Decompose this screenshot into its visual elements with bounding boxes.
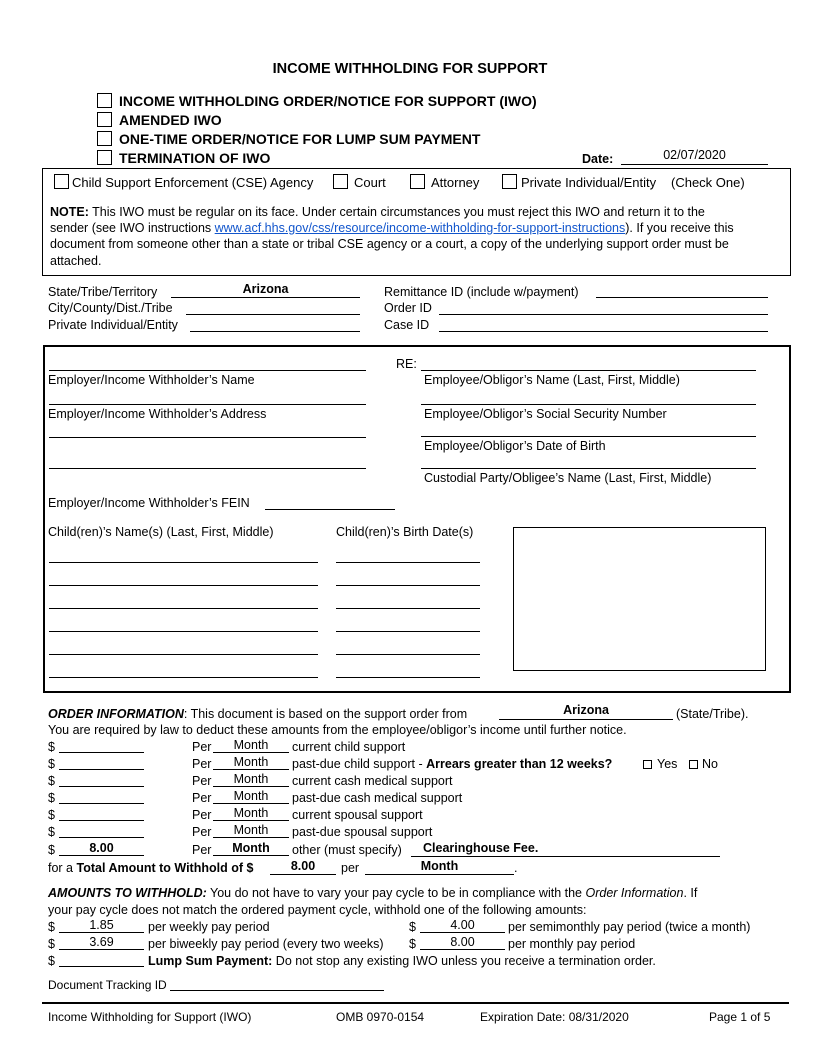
lump-sum-text: Lump Sum Payment: Do not stop any existing IWO unless you receive a termination order. xyxy=(148,954,656,968)
employee-ssn-field[interactable] xyxy=(421,404,756,405)
withhold-line-2: your pay cycle does not match the ordered payment cycle, withhold one of the following amounts: xyxy=(48,903,587,917)
custodial-party-label: Custodial Party/Obligee’s Name (Last, First, Middle) xyxy=(424,471,712,485)
per-label: Per xyxy=(192,774,212,788)
period-field[interactable]: Month xyxy=(233,738,269,752)
monthly-dollar: $ xyxy=(409,937,416,951)
employer-address-label: Employer/Income Withholder’s Address xyxy=(48,407,267,421)
children-dob-label: Child(ren)’s Birth Date(s) xyxy=(336,525,474,539)
dollar-sign: $ xyxy=(48,774,55,788)
child-dob-field[interactable] xyxy=(336,608,480,609)
row-description: past-due cash medical support xyxy=(292,791,463,805)
tracking-id-label: Document Tracking ID xyxy=(48,978,167,992)
child-dob-field[interactable] xyxy=(336,677,480,678)
dollar-sign: $ xyxy=(48,791,55,805)
court-checkbox[interactable] xyxy=(333,174,348,189)
other-specify-value[interactable]: Clearinghouse Fee. xyxy=(423,841,539,855)
dollar-sign: $ xyxy=(48,825,55,839)
employer-address-field-1[interactable] xyxy=(49,404,366,405)
child-name-field[interactable] xyxy=(49,677,318,678)
termination-label: TERMINATION OF IWO xyxy=(119,150,271,166)
note-line-2: sender (see IWO instructions www.acf.hhs.gov/css/resource/income-withholding-for-support-instructions). If you receive this xyxy=(50,221,734,235)
weekly-label: per weekly pay period xyxy=(148,920,270,934)
attorney-checkbox[interactable] xyxy=(410,174,425,189)
child-name-field[interactable] xyxy=(49,585,318,586)
private-individual-field[interactable] xyxy=(190,331,360,332)
custodial-party-field[interactable] xyxy=(421,468,756,469)
employer-name-label: Employer/Income Withholder’s Name xyxy=(48,373,255,387)
child-dob-field[interactable] xyxy=(336,585,480,586)
child-name-field[interactable] xyxy=(49,654,318,655)
tracking-id-field[interactable] xyxy=(170,990,384,991)
case-id-label: Case ID xyxy=(384,318,430,332)
semimonthly-label: per semimonthly pay period (twice a month) xyxy=(508,920,751,934)
period-field[interactable]: Month xyxy=(233,806,269,820)
iwo-label: INCOME WITHHOLDING ORDER/NOTICE FOR SUPPORT (IWO) xyxy=(119,93,537,109)
amount-field[interactable]: 8.00 xyxy=(89,841,114,855)
semimonthly-amount[interactable]: 4.00 xyxy=(450,918,475,932)
remittance-id-field[interactable] xyxy=(596,297,768,298)
lump-dollar: $ xyxy=(48,954,55,968)
employer-fein-label: Employer/Income Withholder’s FEIN xyxy=(48,496,250,510)
dollar-sign: $ xyxy=(48,740,55,754)
child-dob-field[interactable] xyxy=(336,562,480,563)
total-end: . xyxy=(514,861,518,875)
arrears-yes-label: Yes xyxy=(657,757,678,771)
child-dob-field[interactable] xyxy=(336,631,480,632)
cse-agency-checkbox[interactable] xyxy=(54,174,69,189)
employer-address-field-3[interactable] xyxy=(49,468,366,469)
private-entity-label: Private Individual/Entity xyxy=(521,175,657,190)
city-county-label: City/County/Dist./Tribe xyxy=(48,301,173,315)
child-name-field[interactable] xyxy=(49,608,318,609)
attorney-label: Attorney xyxy=(431,175,480,190)
order-state-value[interactable]: Arizona xyxy=(563,703,609,717)
row-description: current cash medical support xyxy=(292,774,453,788)
total-per-label: per xyxy=(341,861,360,875)
period-field[interactable]: Month xyxy=(233,789,269,803)
arrears-yes-checkbox[interactable] xyxy=(643,760,652,769)
employee-name-field[interactable] xyxy=(421,370,756,371)
date-value[interactable]: 02/07/2020 xyxy=(663,148,726,162)
case-id-field[interactable] xyxy=(439,331,768,332)
per-label: Per xyxy=(192,843,212,857)
period-field[interactable]: Month xyxy=(233,755,269,769)
period-field[interactable]: Month xyxy=(233,823,269,837)
court-label: Court xyxy=(354,175,386,190)
order-info-line-1: ORDER INFORMATION: This document is based on the support order from xyxy=(48,707,468,721)
child-dob-field[interactable] xyxy=(336,654,480,655)
state-tribe-label: State/Tribe/Territory xyxy=(48,285,158,299)
employee-ssn-label: Employee/Obligor’s Social Security Number xyxy=(424,407,667,421)
employee-dob-field[interactable] xyxy=(421,436,756,437)
weekly-amount[interactable]: 1.85 xyxy=(89,918,114,932)
lump-sum-amount[interactable] xyxy=(59,966,144,967)
note-line-3: document from someone other than a state or tribal CSE agency or a court, a copy of the underlying support order must be xyxy=(50,237,729,251)
dollar-sign: $ xyxy=(48,757,55,771)
order-id-field[interactable] xyxy=(439,314,768,315)
order-id-label: Order ID xyxy=(384,301,432,315)
per-label: Per xyxy=(192,740,212,754)
iwo-checkbox[interactable] xyxy=(97,93,112,108)
footer-form-name: Income Withholding for Support (IWO) xyxy=(48,1010,252,1024)
footer-expiration: Expiration Date: 08/31/2020 xyxy=(480,1010,629,1024)
child-name-field[interactable] xyxy=(49,562,318,563)
employer-fein-field[interactable] xyxy=(265,509,395,510)
iwo-instructions-link[interactable]: www.acf.hhs.gov/css/resource/income-withholding-for-support-instructions xyxy=(214,221,626,235)
row-description: past-due spousal support xyxy=(292,825,433,839)
city-county-field[interactable] xyxy=(186,314,360,315)
period-field[interactable]: Month xyxy=(232,841,270,855)
employer-address-field-2[interactable] xyxy=(49,437,366,438)
private-individual-label: Private Individual/Entity xyxy=(48,318,178,332)
per-label: Per xyxy=(192,791,212,805)
employee-dob-label: Employee/Obligor’s Date of Birth xyxy=(424,439,606,453)
children-names-label: Child(ren)’s Name(s) (Last, First, Middle) xyxy=(48,525,274,539)
lump-sum-label: ONE-TIME ORDER/NOTICE FOR LUMP SUM PAYMENT xyxy=(119,131,481,147)
total-label: for a Total Amount to Withhold of $ xyxy=(48,861,254,875)
biweekly-amount[interactable]: 3.69 xyxy=(89,935,114,949)
total-amount-value[interactable]: 8.00 xyxy=(290,859,316,873)
employer-name-field[interactable] xyxy=(49,370,366,371)
row-description: current child support xyxy=(292,740,406,754)
per-label: Per xyxy=(192,808,212,822)
withhold-line-1: AMOUNTS TO WITHHOLD: You do not have to vary your pay cycle to be in compliance with the Order Information. If xyxy=(48,886,698,900)
page-title: INCOME WITHHOLDING FOR SUPPORT xyxy=(272,61,548,77)
remittance-id-label: Remittance ID (include w/payment) xyxy=(384,285,579,299)
arrears-no-checkbox[interactable] xyxy=(689,760,698,769)
employee-name-label: Employee/Obligor’s Name (Last, First, Middle) xyxy=(424,373,680,387)
weekly-dollar: $ xyxy=(48,920,55,934)
state-tribe-value[interactable]: Arizona xyxy=(242,282,289,296)
amended-iwo-checkbox[interactable] xyxy=(97,112,112,127)
lump-sum-checkbox[interactable] xyxy=(97,131,112,146)
per-label: Per xyxy=(192,825,212,839)
cse-agency-label: Child Support Enforcement (CSE) Agency xyxy=(72,175,314,190)
footer-page: Page 1 of 5 xyxy=(709,1010,771,1024)
semimonthly-dollar: $ xyxy=(409,920,416,934)
termination-checkbox[interactable] xyxy=(97,150,112,165)
dollar-sign: $ xyxy=(48,843,55,857)
amended-iwo-label: AMENDED IWO xyxy=(119,112,222,128)
row-description: current spousal support xyxy=(292,808,423,822)
period-field[interactable]: Month xyxy=(233,772,269,786)
re-label: RE: xyxy=(396,357,417,371)
per-label: Per xyxy=(192,757,212,771)
footer-divider xyxy=(42,1002,789,1004)
total-period-value[interactable]: Month xyxy=(420,859,459,873)
dollar-sign: $ xyxy=(48,808,55,822)
date-label: Date: xyxy=(582,152,614,166)
row-description: other (must specify) xyxy=(292,843,402,857)
order-state-suffix: (State/Tribe). xyxy=(676,707,749,721)
additional-info-box[interactable] xyxy=(513,527,766,671)
check-one-label: (Check One) xyxy=(671,175,745,190)
biweekly-dollar: $ xyxy=(48,937,55,951)
order-info-line-2: You are required by law to deduct these amounts from the employee/obligor’s income until further notice. xyxy=(48,723,627,737)
monthly-label: per monthly pay period xyxy=(508,937,636,951)
biweekly-label: per biweekly pay period (every two weeks) xyxy=(148,937,384,951)
private-entity-checkbox[interactable] xyxy=(502,174,517,189)
footer-omb: OMB 0970-0154 xyxy=(336,1010,425,1024)
row-description: past-due child support - Arrears greater than 12 weeks? xyxy=(292,757,613,771)
note-line-4: attached. xyxy=(50,254,102,268)
arrears-no-label: No xyxy=(702,757,718,771)
child-name-field[interactable] xyxy=(49,631,318,632)
note-line-1: NOTE: This IWO must be regular on its face. Under certain circumstances you must reject this IWO and return it to the xyxy=(50,205,705,219)
monthly-amount[interactable]: 8.00 xyxy=(450,935,475,949)
